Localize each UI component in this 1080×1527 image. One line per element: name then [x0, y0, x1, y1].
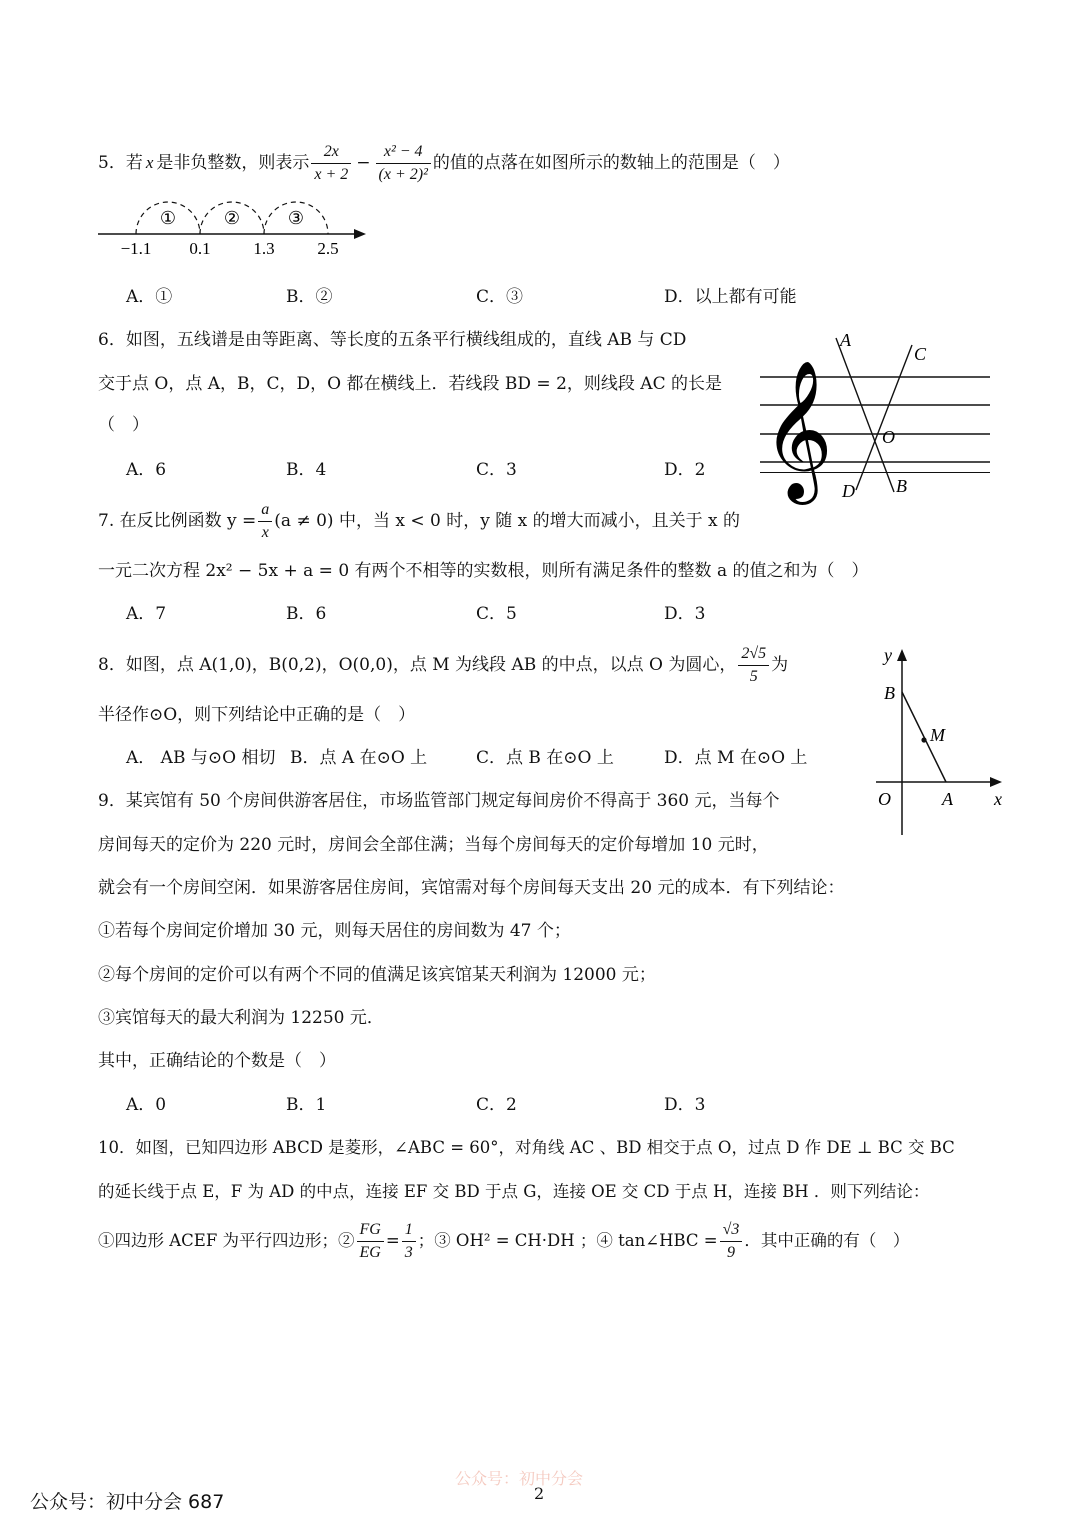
q7-line-2: 一元二次方程 2x² − 5x + a = 0 有两个不相等的实数根，则所有满足条件的整数 a 的值之和为（ ） — [98, 561, 869, 581]
q5-tick-2: 0.1 — [189, 239, 211, 258]
q9-option-b[interactable]: B．1 — [286, 1095, 327, 1115]
q10-line-2: 的延长线于点 E，F 为 AD 的中点，连接 EF 交 BD 于点 G，连接 OE 交 CD 于点 H，连接 BH ．则下列结论： — [98, 1182, 930, 1201]
q7-fraction: $\frac{a}{x}$ — [258, 499, 272, 544]
q8-label-m: M — [930, 725, 945, 745]
q10-fraction-tan: $\frac{√3}{9}$ — [720, 1219, 743, 1264]
q9-option-a[interactable]: A．0 — [126, 1095, 167, 1115]
q9-statement-3: ③宾馆每天的最大利润为 12250 元． — [98, 1008, 384, 1028]
q6-option-a[interactable]: A．6 — [126, 460, 167, 480]
q8-line-2: 半径作⊙O，则下列结论中正确的是（ ） — [98, 705, 416, 725]
q8-text-b: 为 — [771, 655, 789, 675]
q6-staff-line-5 — [760, 472, 990, 473]
q8-line-1 — [98, 640, 788, 690]
q9-option-c[interactable]: C．2 — [476, 1095, 517, 1115]
q9-option-d[interactable]: D．3 — [664, 1095, 706, 1115]
q7-line-1 — [98, 497, 740, 545]
q8-text-a: 8．如图，点 A(1,0)，B(0,2)，O(0,0)，点 M 为线段 AB 的中点，以点 O 为圆心， — [98, 655, 737, 675]
q8-option-b[interactable]: B．点 A 在⊙O 上 — [290, 748, 428, 768]
q9-line-1: 9．某宾馆有 50 个房间供游客居住，市场监管部门规定每间房价不得高于 360 元，当每个 — [98, 791, 780, 811]
q5-text-a: 5．若 — [98, 153, 143, 173]
q10-line-1: 10．如图，已知四边形 ABCD 是菱形，∠ABC = 60°，对角线 AC 、BD 相交于点 O，过点 D 作 DE ⊥ BC 交 BC — [98, 1138, 955, 1157]
q6-label-c: C — [914, 344, 927, 364]
q6-option-c[interactable]: C．3 — [476, 460, 517, 480]
q8-label-a: A — [942, 789, 953, 809]
q6-option-b[interactable]: B．4 — [286, 460, 327, 480]
q10-text-a: ①四边形 ACEF 为平行四边形；② — [98, 1231, 355, 1250]
q6-label-o: O — [882, 427, 895, 447]
q7-option-a[interactable]: A．7 — [126, 604, 167, 624]
q6-label-d: D — [842, 481, 855, 501]
q6-staff-figure — [760, 330, 992, 500]
q5-option-b[interactable]: B．② — [286, 287, 333, 307]
q10-text-c: ；③ OH² = CH·DH ；④ tan∠HBC = — [417, 1231, 718, 1250]
q9-statement-1: ①若每个房间定价增加 30 元，则每天居住的房间数为 47 个； — [98, 921, 571, 941]
q8-label-x: x — [994, 789, 1002, 809]
q5-stem — [98, 138, 790, 188]
q9-statement-2: ②每个房间的定价可以有两个不同的值满足该宾馆某天利润为 12000 元； — [98, 965, 656, 985]
q8-label-o: O — [878, 789, 891, 809]
q6-label-b: B — [896, 476, 907, 496]
q6-clef-icon: 𝄞 — [762, 363, 833, 496]
q8-fraction: $\frac{2√5}{5}$ — [738, 643, 769, 688]
q6-line-1: 6．如图，五线谱是由等距离、等长度的五条平行横线组成的，直线 AB 与 CD — [98, 330, 687, 350]
q5-fraction-1: $\frac{2x}{x + 2}$ — [311, 141, 351, 186]
footer-account: 公众号：初中分会 687 — [30, 1491, 225, 1513]
q10-text-d: ．其中正确的有（ ） — [744, 1231, 910, 1250]
q9-line-3: 就会有一个房间空闲．如果游客居住房间，宾馆需对每个房间每天支出 20 元的成本．有下列结论： — [98, 878, 845, 898]
q5-fraction-2: $\frac{\text{x² − 4}}{\text{(x + 2)²}}$ — [376, 141, 431, 186]
q10-equals: = — [385, 1231, 400, 1250]
q5-tick-1: −1.1 — [120, 239, 152, 258]
q5-tick-4: 2.5 — [317, 239, 339, 258]
q8-option-d[interactable]: D．点 M 在⊙O 上 — [664, 748, 808, 768]
q10-fraction-one-third: $\frac{1}{3}$ — [402, 1219, 416, 1264]
q5-var-x: x — [145, 153, 154, 172]
q7-text-a: 7. 在反比例函数 y = — [98, 511, 257, 531]
q6-label-a: A — [840, 330, 851, 350]
q6-line-2: 交于点 O，点 A，B，C，D，O 都在横线上．若线段 BD = 2，则线段 AC 的长是 — [98, 374, 722, 394]
q10-line-3 — [98, 1216, 909, 1266]
q8-option-a[interactable]: A． AB 与⊙O 相切 — [126, 748, 276, 768]
q8-coordinate-figure — [870, 645, 1010, 840]
q5-region-3: ③ — [287, 208, 305, 228]
page-number: 2 — [534, 1484, 545, 1503]
q7-option-c[interactable]: C．5 — [476, 604, 517, 624]
q7-text-b: (a ≠ 0) 中，当 x < 0 时，y 随 x 的增大而减小，且关于 x 的 — [274, 511, 741, 531]
q5-minus: − — [356, 153, 371, 173]
q8-label-b: B — [884, 683, 895, 703]
q5-number-line — [96, 196, 376, 266]
q9-line-2: 房间每天的定价为 220 元时，房间会全部住满；当每个房间每天的定价每增加 10 元时， — [98, 835, 769, 855]
q5-region-1: ① — [159, 208, 177, 228]
q5-option-d[interactable]: D．以上都有可能 — [664, 287, 797, 307]
q5-option-c[interactable]: C．③ — [476, 287, 524, 307]
watermark-text: 公众号：初中分会 — [455, 1469, 584, 1488]
q6-option-d[interactable]: D．2 — [664, 460, 706, 480]
q6-line-3: （ ） — [98, 415, 149, 435]
q5-text-c: 的值的点落在如图所示的数轴上的范围是（ ） — [432, 153, 790, 173]
q7-option-d[interactable]: D．3 — [664, 604, 706, 624]
q5-region-2: ② — [223, 208, 241, 228]
q5-text-b: 是非负整数，则表示 — [156, 153, 310, 173]
q8-option-c[interactable]: C．点 B 在⊙O 上 — [476, 748, 614, 768]
q8-label-y: y — [884, 645, 892, 665]
q10-fraction-fg-eg: $\frac{FG}{EG}$ — [357, 1219, 384, 1264]
q7-option-b[interactable]: B．6 — [286, 604, 327, 624]
q5-option-a[interactable]: A．① — [126, 287, 173, 307]
q5-tick-3: 1.3 — [253, 239, 275, 258]
q9-line-4: 其中，正确结论的个数是（ ） — [98, 1051, 336, 1071]
